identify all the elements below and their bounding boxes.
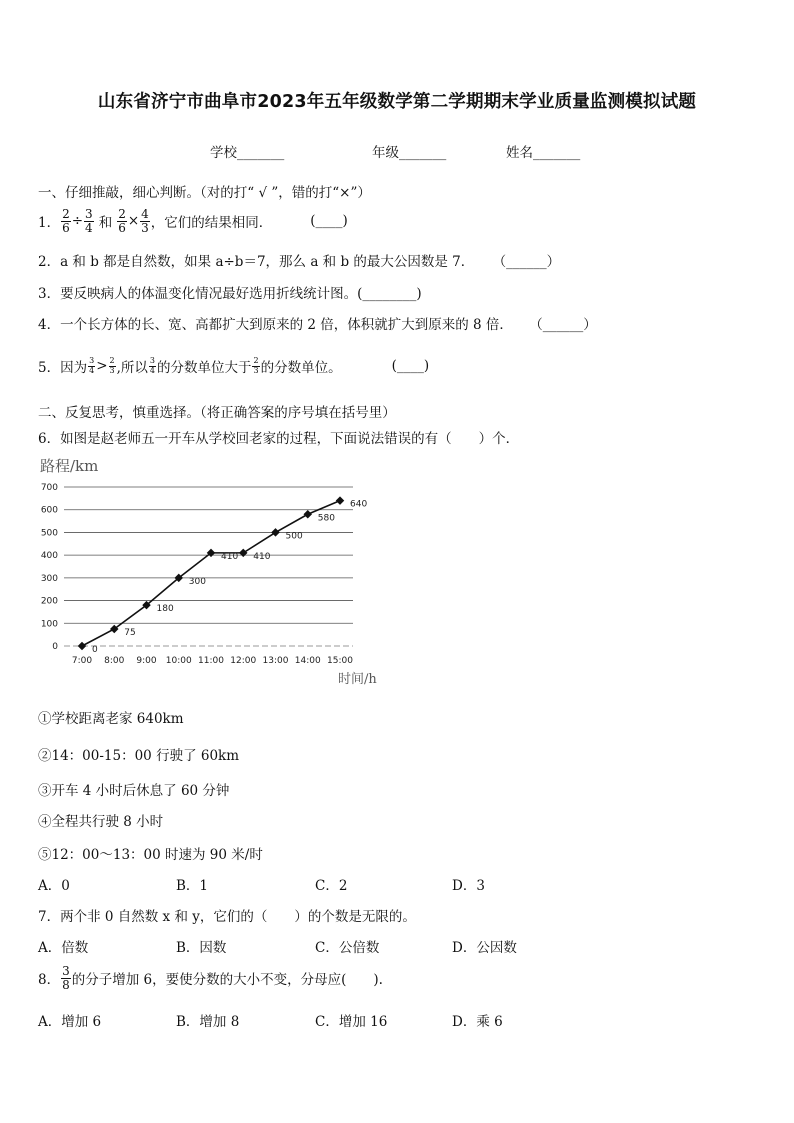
q8-number: 8． [38, 972, 61, 989]
q4-answer-blank[interactable]: （______） [529, 317, 597, 333]
q5-text-4: 的分数单位。 [260, 360, 342, 376]
q5-text-3: 的分数单位大于 [156, 360, 252, 376]
q1-mid-text: 和 [98, 215, 113, 232]
q5-fraction-4: $\frac{2}{3}$ [253, 356, 259, 375]
data-point [336, 496, 344, 504]
data-label: 640 [350, 499, 368, 510]
data-label: 75 [124, 627, 136, 638]
q5-fraction-1: $\frac{3}{4}$ [89, 356, 95, 375]
y-tick-label: 500 [40, 528, 58, 539]
statement-2: ②14：00-15：00 行驶了 60km [38, 748, 240, 764]
q1-fraction-2: $\frac{3}{4}$ [85, 207, 93, 235]
q3-text: 3．要反映病人的体温变化情况最好选用折线统计图。 [38, 286, 358, 302]
question-1 [38, 208, 348, 234]
data-point [239, 549, 247, 557]
grade-field: 年级_______ [372, 145, 447, 161]
q2-text: 2．a 和 b 都是自然数，如果 a÷b＝7，那么 a 和 b 的最大公因数是 7． [38, 254, 475, 270]
q7-option-b[interactable]: B．因数 [176, 940, 227, 956]
y-tick-label: 700 [40, 483, 58, 493]
q7-option-a[interactable]: A．倍数 [38, 940, 89, 956]
statement-3: ③开车 4 小时后休息了 60 分钟 [38, 783, 230, 799]
q8-option-b[interactable]: B．增加 8 [176, 1014, 240, 1030]
q5-answer-blank[interactable]: (____) [391, 358, 430, 374]
x-tick-label: 14:00 [294, 656, 321, 666]
y-tick-label: 300 [40, 573, 58, 584]
q8-option-d[interactable]: D．乘 6 [452, 1014, 503, 1030]
q5-text-1: 5．因为 [38, 360, 88, 376]
question-4 [38, 313, 597, 333]
q1-tail-text: ，它们的结果相同． [150, 215, 273, 232]
q1-number: 1． [38, 215, 61, 232]
q8-fraction: $\frac{3}{8}$ [62, 964, 70, 992]
section2-heading: 二、反复思考，慎重选择。（将正确答案的序号填在括号里） [38, 405, 396, 421]
q8-option-a[interactable]: A．增加 6 [38, 1014, 102, 1030]
data-label: 300 [188, 576, 206, 587]
q6-option-a[interactable]: A．0 [38, 878, 70, 894]
q6-option-c[interactable]: C．2 [315, 878, 348, 894]
name-field: 姓名_______ [506, 145, 581, 161]
q1-operator-1: ÷ [71, 213, 84, 230]
q7-option-d[interactable]: D．公因数 [452, 940, 517, 956]
x-tick-label: 8:00 [104, 656, 125, 666]
data-label: 580 [317, 513, 335, 524]
statement-5: ⑤12：00～13：00 时速为 90 米/时 [38, 847, 263, 863]
data-point [271, 528, 279, 536]
statement-1: ①学校距离老家 640km [38, 711, 184, 727]
q1-fraction-4: $\frac{4}{3}$ [141, 207, 149, 235]
question-7: 7．两个非 0 自然数 x 和 y，它们的（ ）的个数是无限的。 [38, 909, 416, 925]
question-8 [38, 965, 383, 991]
section1-heading: 一、仔细推敲，细心判断。（对的打“ √ ”，错的打“×”） [38, 185, 371, 201]
q5-greater-sign: > [96, 358, 108, 374]
q5-text-2: ,所以 [116, 360, 148, 376]
chart-svg [30, 450, 400, 695]
question-5 [38, 356, 429, 376]
y-tick-label: 400 [40, 551, 58, 562]
x-tick-label: 15:00 [327, 656, 353, 666]
q7-option-c[interactable]: C．公倍数 [315, 940, 380, 956]
q1-fraction-1: $\frac{2}{6}$ [62, 207, 70, 235]
question-3 [38, 282, 422, 302]
series-line [82, 501, 340, 646]
data-label: 180 [156, 604, 174, 615]
x-tick-label: 9:00 [136, 656, 157, 666]
y-tick-label: 200 [40, 596, 58, 607]
q1-fraction-3: $\frac{2}{6}$ [118, 207, 126, 235]
statement-4: ④全程共行驶 8 小时 [38, 814, 164, 830]
q8-option-c[interactable]: C．增加 16 [315, 1014, 388, 1030]
x-tick-label: 11:00 [198, 656, 224, 666]
q1-operator-2: × [127, 213, 140, 230]
q4-text: 4．一个长方体的长、宽、高都扩大到原来的 2 倍，体积就扩大到原来的 8 倍． [38, 317, 513, 333]
q3-answer-blank[interactable]: (________) [357, 286, 422, 302]
question-6: 6．如图是赵老师五一开车从学校回老家的过程，下面说法错误的有（ ）个． [38, 431, 520, 447]
school-field: 学校_______ [210, 145, 285, 161]
x-tick-label: 12:00 [230, 656, 257, 666]
data-point [304, 510, 312, 518]
q1-answer-blank[interactable]: (____) [310, 213, 348, 230]
data-label: 410 [221, 551, 239, 562]
q6-option-d[interactable]: D．3 [452, 878, 485, 894]
x-tick-label: 13:00 [262, 656, 289, 666]
data-label: 500 [285, 531, 303, 542]
page-title: 山东省济宁市曲阜市2023年五年级数学第二学期期末学业质量监测模拟试题 [97, 92, 697, 112]
x-tick-label: 7:00 [71, 656, 93, 666]
y-tick-label: 600 [40, 505, 58, 516]
data-point [78, 642, 86, 650]
y-axis-label: 路程/km [40, 457, 99, 475]
q2-answer-blank[interactable]: （______） [492, 254, 561, 270]
distance-time-chart [30, 450, 400, 695]
q5-fraction-3: $\frac{3}{4}$ [149, 356, 155, 375]
y-tick-label: 0 [52, 642, 58, 652]
data-label: 410 [253, 551, 271, 562]
data-label: 0 [92, 645, 98, 655]
y-tick-label: 100 [40, 619, 58, 630]
x-tick-label: 10:00 [165, 656, 192, 666]
x-axis-label: 时间/h [338, 672, 377, 687]
q6-option-b[interactable]: B．1 [176, 878, 209, 894]
q8-text: 的分子增加 6，要使分数的大小不变，分母应( ). [71, 972, 383, 989]
q5-fraction-2: $\frac{2}{3}$ [109, 356, 115, 375]
question-2 [38, 250, 560, 270]
